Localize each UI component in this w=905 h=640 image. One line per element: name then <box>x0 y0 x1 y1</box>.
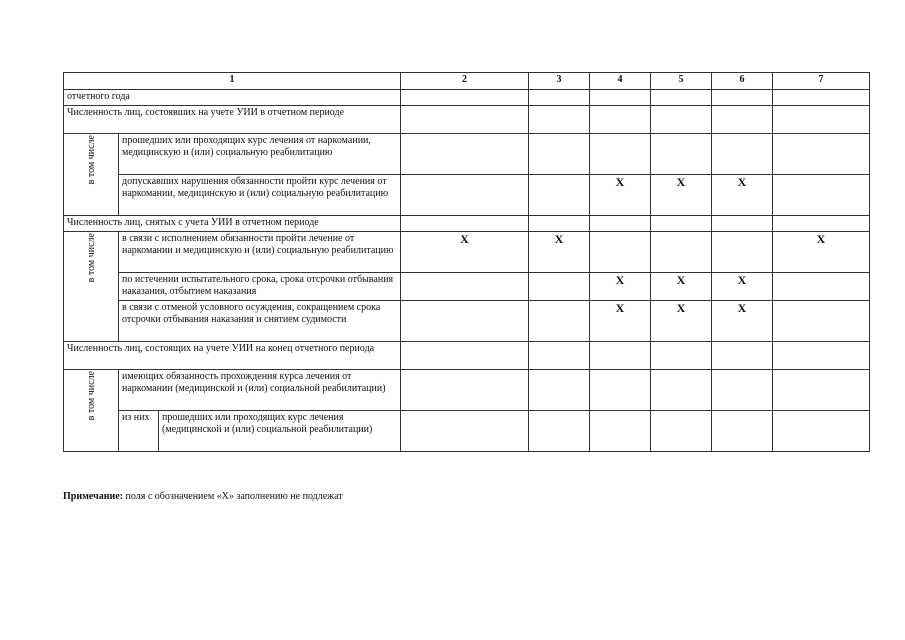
cell-mark <box>590 106 651 134</box>
table-row <box>64 175 870 216</box>
cell-mark <box>651 342 712 370</box>
cell-mark: X <box>401 232 529 273</box>
cell-mark <box>529 370 590 411</box>
cell-mark: X <box>529 232 590 273</box>
footnote <box>63 491 343 502</box>
cell-mark <box>401 273 529 301</box>
cell-mark: X <box>651 301 712 342</box>
row-label: Численность лиц, состоящих на учете УИИ на конец отчетного периода <box>64 342 401 370</box>
cell-mark <box>651 232 712 273</box>
table-row <box>64 232 870 273</box>
cell-mark <box>773 273 870 301</box>
cell-mark <box>651 134 712 175</box>
report-table <box>63 72 870 452</box>
footnote-label: Примечание: <box>63 491 124 502</box>
cell-mark <box>773 90 870 106</box>
cell-mark: X <box>712 301 773 342</box>
cell-mark <box>712 106 773 134</box>
cell-mark <box>712 90 773 106</box>
cell-mark <box>712 134 773 175</box>
table-row <box>64 134 870 175</box>
cell-mark <box>590 134 651 175</box>
row-label: Численность лиц, снятых с учета УИИ в отчетном периоде <box>64 216 401 232</box>
cell-mark <box>401 301 529 342</box>
cell-mark <box>401 134 529 175</box>
cell-mark <box>712 216 773 232</box>
cell-mark: X <box>590 175 651 216</box>
header-col-1: 1 <box>64 73 401 90</box>
table-row <box>64 342 870 370</box>
table-row <box>64 273 870 301</box>
cell-mark <box>529 411 590 452</box>
cell-mark <box>529 134 590 175</box>
header-col-2: 2 <box>401 73 529 90</box>
table-row <box>64 90 870 106</box>
cell-mark <box>773 342 870 370</box>
header-row <box>64 73 870 90</box>
table-row <box>64 370 870 411</box>
cell-mark <box>712 370 773 411</box>
cell-mark <box>712 232 773 273</box>
cell-mark <box>773 106 870 134</box>
cell-mark <box>401 106 529 134</box>
cell-mark: X <box>712 273 773 301</box>
group-label: в том числе <box>64 232 119 342</box>
cell-mark <box>401 90 529 106</box>
cell-mark <box>651 216 712 232</box>
cell-mark <box>651 90 712 106</box>
cell-mark <box>401 370 529 411</box>
cell-mark <box>773 175 870 216</box>
cell-mark <box>590 90 651 106</box>
header-col-4: 4 <box>590 73 651 90</box>
cell-mark: X <box>590 301 651 342</box>
row-label: имеющих обязанность прохождения курса лечения от наркомании (медицинской и (или) социальной реабилитации) <box>119 370 401 411</box>
cell-mark <box>651 106 712 134</box>
row-label: Численность лиц, состоявших на учете УИИ в отчетном периоде <box>64 106 401 134</box>
row-label: допускавших нарушения обязанности пройти курс лечения от наркомании, медицинскую и (или) социальную реабилитацию <box>119 175 401 216</box>
cell-mark <box>529 216 590 232</box>
footnote-text: поля с обозначением «Х» заполнению не подлежат <box>123 491 343 502</box>
row-label: прошедших или проходящих курс лечения (медицинской и (или) социальной реабилитации) <box>159 411 401 452</box>
cell-mark <box>590 411 651 452</box>
header-col-7: 7 <box>773 73 870 90</box>
cell-mark <box>773 411 870 452</box>
row-label: отчетного года <box>64 90 401 106</box>
table-row <box>64 106 870 134</box>
row-label: в связи с отменой условного осуждения, сокращением срока отсрочки отбывания наказания и снятием судимости <box>119 301 401 342</box>
cell-mark <box>590 216 651 232</box>
table-row <box>64 216 870 232</box>
cell-mark: X <box>651 175 712 216</box>
table-row <box>64 411 870 452</box>
cell-mark: X <box>712 175 773 216</box>
cell-mark <box>529 342 590 370</box>
cell-mark <box>401 175 529 216</box>
cell-mark <box>529 301 590 342</box>
cell-mark <box>590 370 651 411</box>
cell-mark <box>529 90 590 106</box>
cell-mark <box>712 411 773 452</box>
cell-mark <box>529 106 590 134</box>
cell-mark <box>773 134 870 175</box>
cell-mark <box>712 342 773 370</box>
cell-mark <box>529 175 590 216</box>
cell-mark: X <box>773 232 870 273</box>
header-col-6: 6 <box>712 73 773 90</box>
cell-mark <box>529 273 590 301</box>
cell-mark <box>401 411 529 452</box>
row-label: в связи с исполнением обязанности пройти лечение от наркомании и медицинскую и (или) социальную реабилитацию <box>119 232 401 273</box>
cell-mark <box>651 411 712 452</box>
cell-mark <box>773 301 870 342</box>
row-label: по истечении испытательного срока, срока отсрочки отбывания наказания, отбытием наказания <box>119 273 401 301</box>
cell-mark <box>590 342 651 370</box>
cell-mark <box>773 370 870 411</box>
group-label: в том числе <box>64 370 119 452</box>
cell-mark <box>773 216 870 232</box>
header-col-3: 3 <box>529 73 590 90</box>
cell-mark <box>401 342 529 370</box>
table-row <box>64 301 870 342</box>
row-label: прошедших или проходящих курс лечения от наркомании, медицинскую и (или) социальную реабилитацию <box>119 134 401 175</box>
group-label: в том числе <box>64 134 119 216</box>
sub-prefix: из них <box>119 411 159 452</box>
cell-mark <box>651 370 712 411</box>
cell-mark <box>401 216 529 232</box>
cell-mark <box>590 232 651 273</box>
cell-mark: X <box>651 273 712 301</box>
header-col-5: 5 <box>651 73 712 90</box>
cell-mark: X <box>590 273 651 301</box>
